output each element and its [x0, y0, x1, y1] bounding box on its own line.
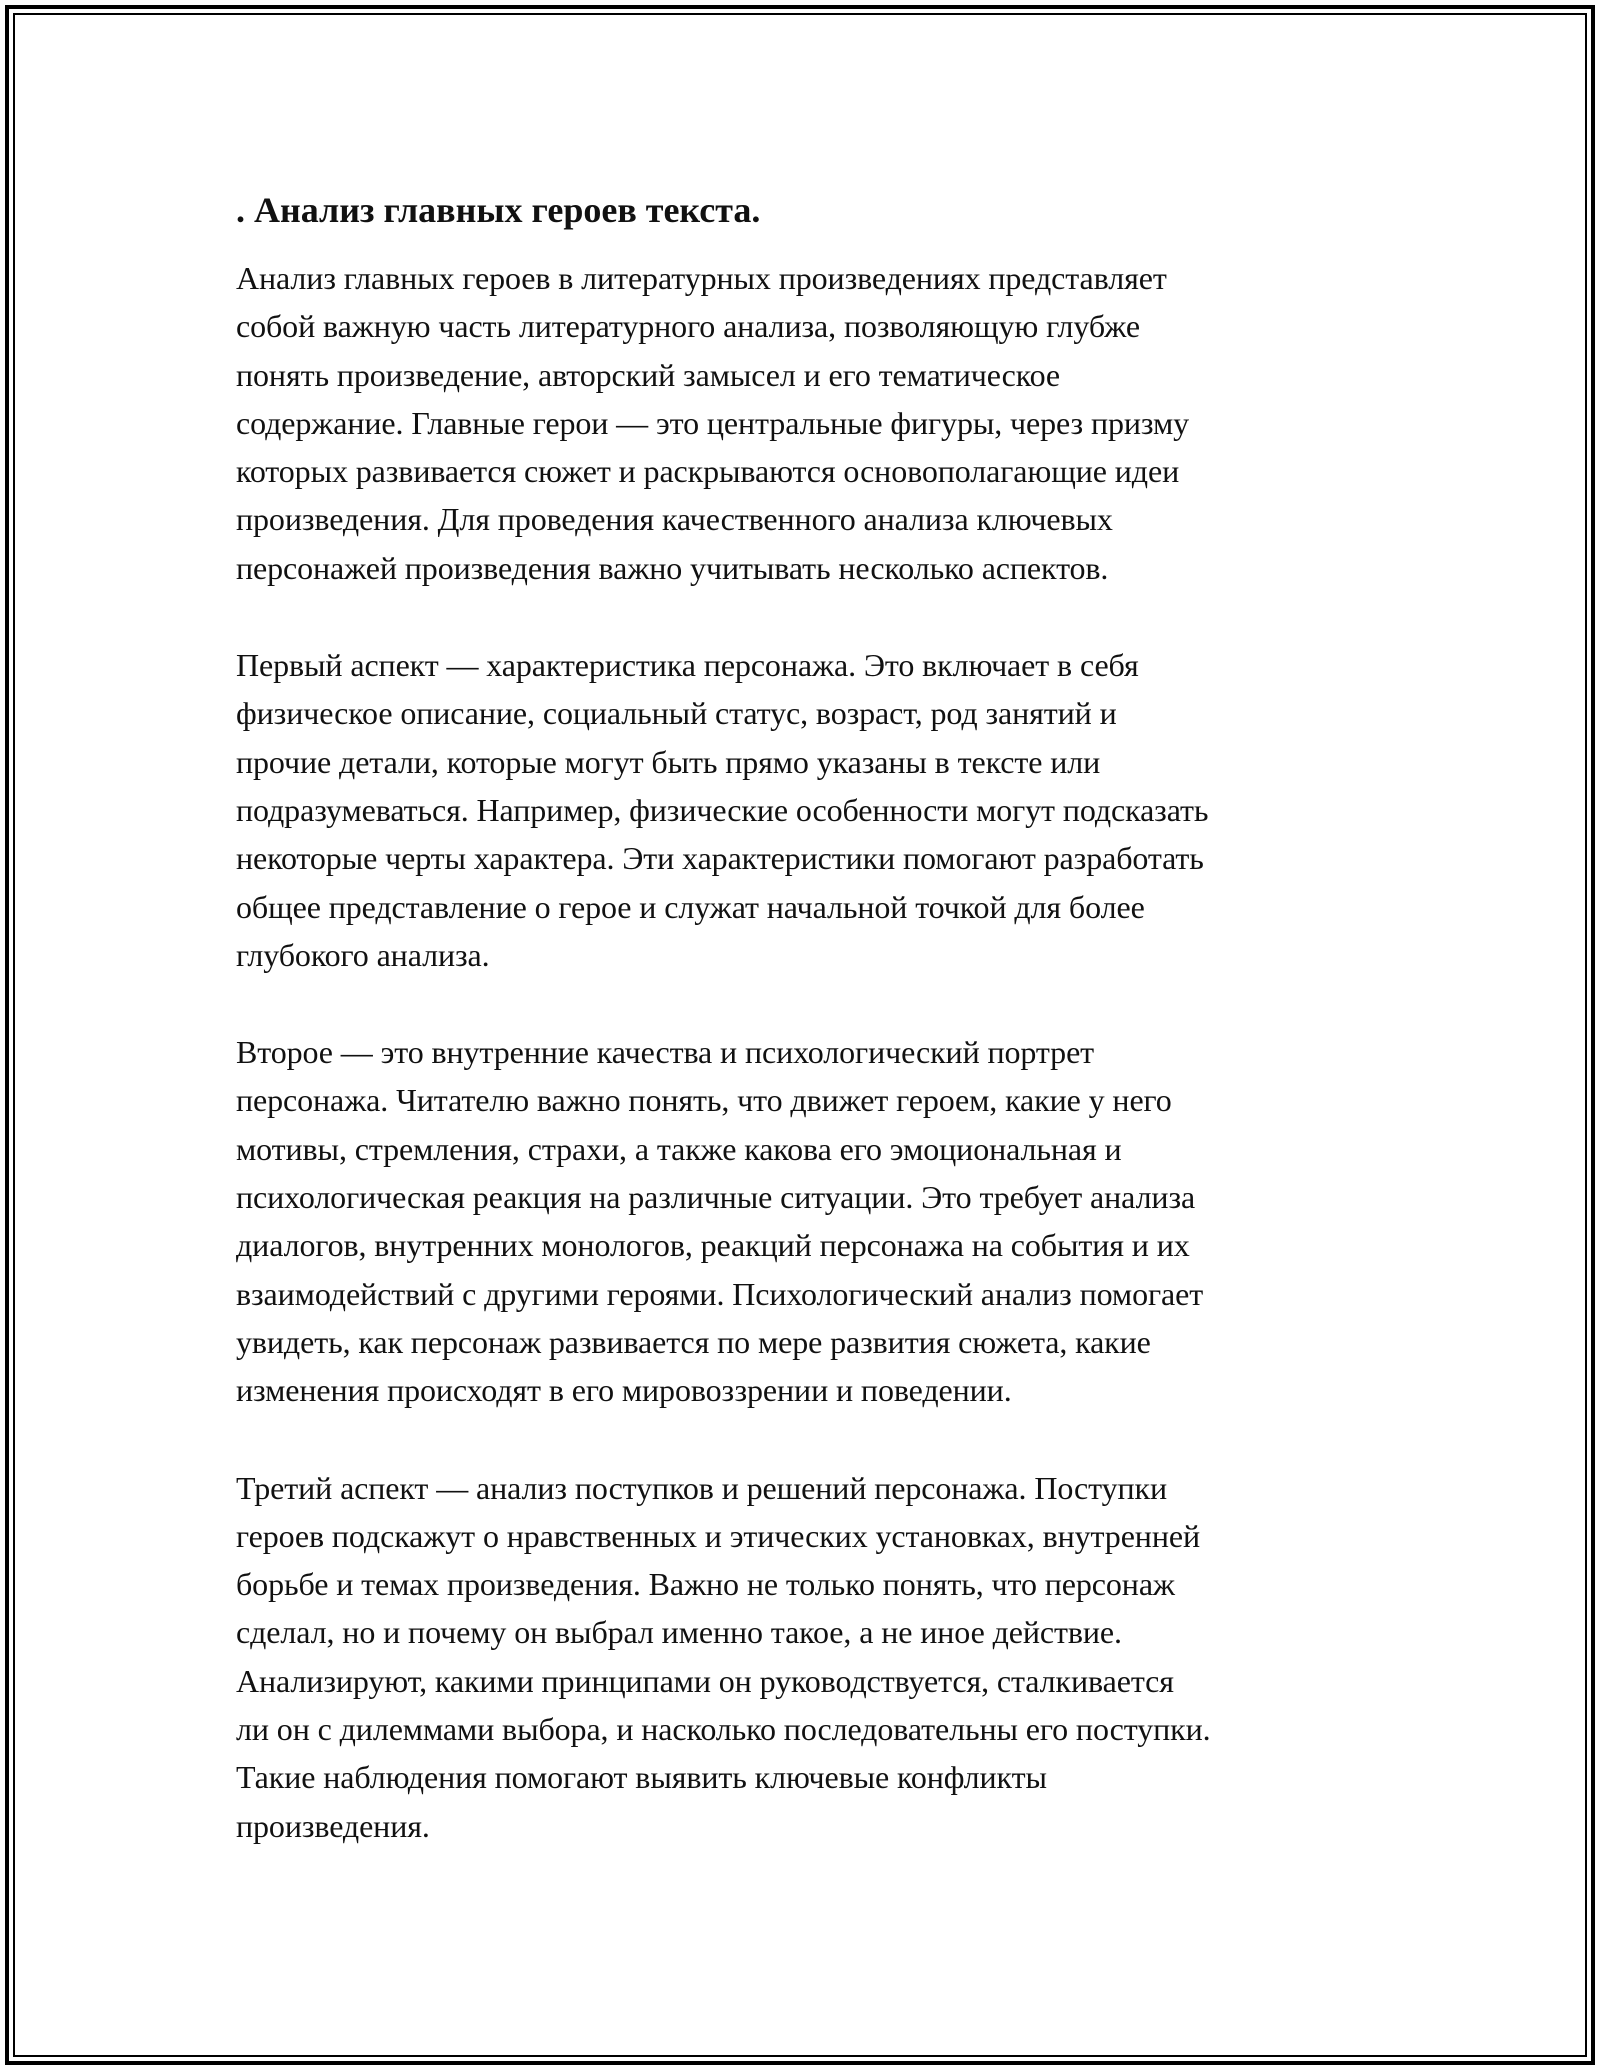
text-line: мотивы, стремления, страхи, а также какова его эмоциональная и: [236, 1130, 1122, 1167]
text-line: персонажа. Читателю важно понять, что движет героем, какие у него: [236, 1082, 1172, 1119]
text-line: изменения происходят в его мировоззрении и поведении.: [236, 1372, 1012, 1409]
text-line: Анализируют, какими принципами он руководствуется, сталкивается: [236, 1662, 1174, 1699]
text-line: которых развивается сюжет и раскрываются основополагающие идеи: [236, 453, 1180, 490]
text-line: сделал, но и почему он выбрал именно такое, а не иное действие.: [236, 1614, 1122, 1651]
text-line: Первый аспект — характеристика персонажа. Это включает в себя: [236, 647, 1139, 684]
text-line: Анализ главных героев в литературных произведениях представляет: [236, 260, 1167, 296]
text-line: содержание. Главные герои — это центральные фигуры, через призму: [236, 404, 1190, 441]
text-line: подразумеваться. Например, физические особенности могут подсказать: [236, 791, 1209, 828]
text-line: героев подскажут о нравственных и этических установках, внутренней: [236, 1517, 1200, 1554]
paragraph-1: [236, 254, 1376, 592]
text-line: прочие детали, которые могут быть прямо указаны в тексте или: [236, 743, 1101, 780]
text-line: произведения.: [236, 1807, 430, 1844]
text-line: глубокого анализа.: [236, 936, 490, 973]
text-line: ли он с дилеммами выбора, и насколько последовательны его поступки.: [236, 1711, 1211, 1748]
text-line: понять произведение, авторский замысел и его тематическое: [236, 356, 1060, 393]
text-line: физическое описание, социальный статус, возраст, род занятий и: [236, 695, 1117, 732]
text-line: произведения. Для проведения качественного анализа ключевых: [236, 501, 1113, 538]
text-line: Третий аспект — анализ поступков и решений персонажа. Поступки: [236, 1469, 1167, 1506]
text-line: Второе — это внутренние качества и психологический портрет: [236, 1034, 1095, 1071]
text-line: собой важную часть литературного анализа, позволяющую глубже: [236, 308, 1140, 345]
text-line: общее представление о герое и служат начальной точкой для более: [236, 888, 1145, 925]
document-body: [236, 186, 1376, 1899]
text-line: диалогов, внутренних монологов, реакций персонажа на события и их: [236, 1227, 1190, 1264]
paragraph-4: [236, 1464, 1376, 1850]
text-line: борьбе и темах произведения. Важно не только понять, что персонаж: [236, 1566, 1175, 1603]
text-line: некоторые черты характера. Эти характеристики помогают разработать: [236, 840, 1204, 877]
paragraph-3: [236, 1028, 1376, 1414]
text-line: персонажей произведения важно учитывать несколько аспектов.: [236, 549, 1109, 586]
text-line: взаимодействий с другими героями. Психологический анализ помогает: [236, 1275, 1204, 1312]
paragraph-2: [236, 641, 1376, 979]
text-line: психологическая реакция на различные ситуации. Это требует анализа: [236, 1179, 1196, 1216]
document-title: . Анализ главных героев текста.: [236, 190, 761, 230]
text-line: Такие наблюдения помогают выявить ключевые конфликты: [236, 1759, 1047, 1796]
text-line: увидеть, как персонаж развивается по мере развития сюжета, какие: [236, 1323, 1151, 1360]
